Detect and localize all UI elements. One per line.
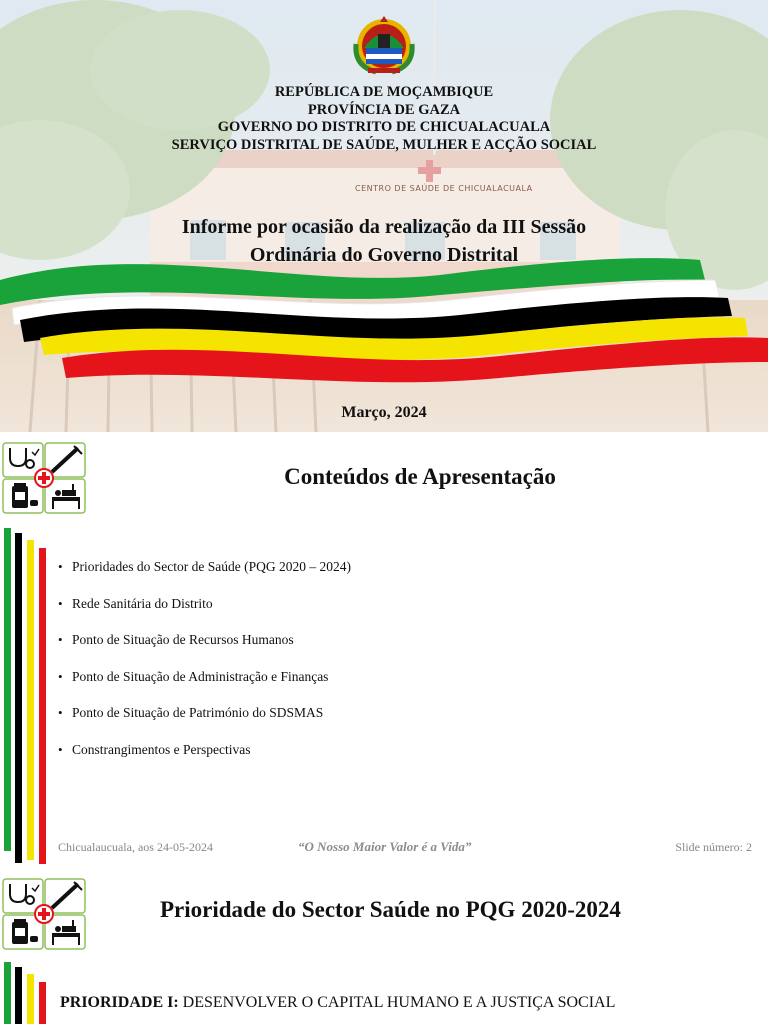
flag-stripes-vertical xyxy=(4,962,48,1024)
mozambique-emblem-icon xyxy=(350,14,418,76)
institution-header xyxy=(0,84,768,154)
stripe-green xyxy=(4,962,11,1024)
agenda-item: • Ponto de Situação de Recursos Humanos xyxy=(58,631,351,649)
agenda-list xyxy=(58,558,351,777)
footer-motto: “O Nosso Maior Valor é a Vida” xyxy=(298,839,472,854)
priority-slide-title: Prioridade do Sector Saúde no PQG 2020-2024 xyxy=(160,897,621,922)
stripe-black xyxy=(15,967,22,1024)
cover-title-line-1: Informe por ocasião da realização da III Sessão xyxy=(181,216,587,238)
stripe-green xyxy=(4,528,11,851)
flag-stripes-vertical xyxy=(4,528,48,864)
header-line-district-government: GOVERNO DO DISTRITO DE CHICUALACUALA xyxy=(217,119,551,135)
contents-title: Conteúdos de Apresentação xyxy=(284,464,556,489)
stripe-red xyxy=(39,982,46,1024)
stripe-red xyxy=(39,548,46,864)
contents-slide xyxy=(0,436,768,864)
priority-label: PRIORIDADE I: xyxy=(60,994,179,1011)
cover-slide xyxy=(0,0,768,432)
footer-place-date: Chicualaucuala, aos 24-05-2024 xyxy=(58,840,213,854)
stripe-yellow xyxy=(27,540,34,860)
agenda-item: • Rede Sanitária do Distrito xyxy=(58,595,351,613)
agenda-item: • Ponto de Situação de Património do SDSMAS xyxy=(58,704,351,722)
agenda-item: • Ponto de Situação de Administração e Finanças xyxy=(58,668,351,686)
health-icons-logo xyxy=(2,878,86,950)
cover-date: Março, 2024 xyxy=(341,404,427,421)
flag-wave-ribbon xyxy=(0,250,768,400)
priority-slide xyxy=(0,872,768,1024)
header-line-health-service: SERVIÇO DISTRITAL DE SAÚDE, MULHER E ACÇÃO SOCIAL xyxy=(171,136,597,153)
cover-title-line-2: Ordinária do Governo Distrital xyxy=(249,244,519,266)
building-sign: CENTRO DE SAÚDE DE CHICUALACUALA xyxy=(355,184,533,193)
footer-slide-number: Slide número: 2 xyxy=(675,840,752,854)
priority-line xyxy=(60,994,615,1012)
priority-text: DESENVOLVER O CAPITAL HUMANO E A JUSTIÇA SOCIAL xyxy=(182,994,616,1011)
stripe-yellow xyxy=(27,974,34,1024)
stripe-black xyxy=(15,533,22,863)
header-line-province: PROVÍNCIA DE GAZA xyxy=(307,101,461,118)
agenda-item: • Constrangimentos e Perspectivas xyxy=(58,741,351,759)
header-line-republic: REPÚBLICA DE MOÇAMBIQUE xyxy=(274,84,494,100)
agenda-item: • Prioridades do Sector de Saúde (PQG 2020 – 2024) xyxy=(58,558,351,576)
